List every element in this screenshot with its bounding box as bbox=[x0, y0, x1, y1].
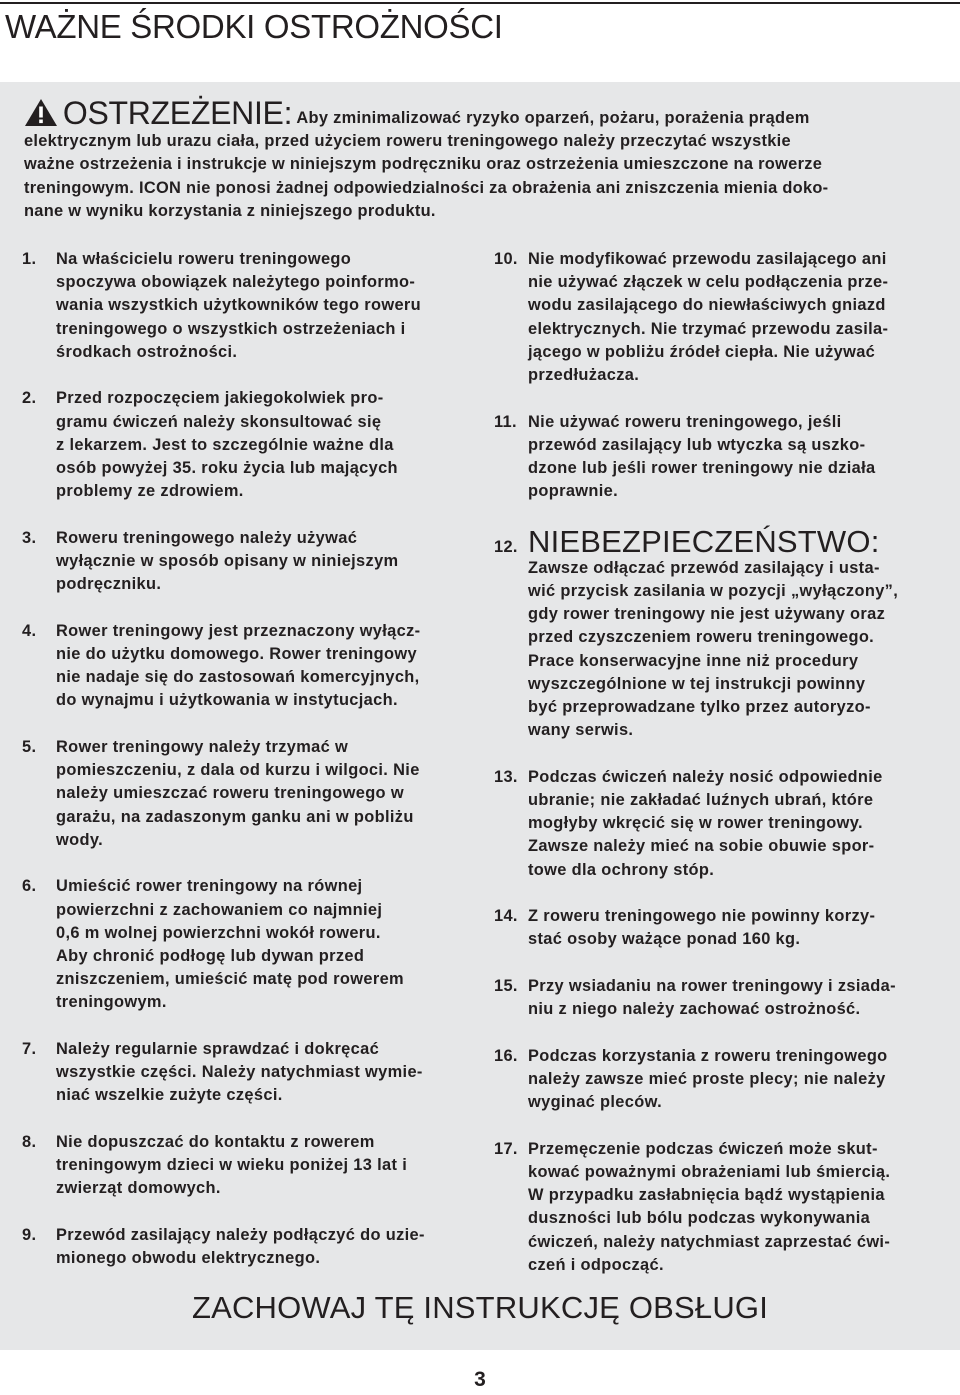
list-item bbox=[22, 736, 472, 852]
item-text-line: gramu ćwiczeń należy skonsultować się bbox=[56, 412, 382, 431]
item-text-line: Rower treningowy jest przeznaczony wyłącz- bbox=[56, 621, 421, 640]
item-text-line: zniszczeniem, umieścić matę pod rowerem bbox=[56, 970, 404, 989]
item-text-line: Nie modyfikować przewodu zasilającego ani bbox=[528, 250, 887, 268]
item-text-line: W przypadku zasłabnięcia bądź wystąpienia bbox=[528, 1186, 885, 1205]
item-text-line: elektrycznych. Nie trzymać przewodu zasila- bbox=[528, 319, 889, 338]
item-number: 15. bbox=[494, 977, 518, 996]
item-text-line: Nie używać roweru treningowego, jeśli bbox=[528, 412, 842, 431]
item-text-line: wania wszystkich użytkowników tego roweru bbox=[56, 296, 422, 315]
item-text-line: wyginać pleców. bbox=[528, 1093, 662, 1112]
item-number: 3. bbox=[22, 528, 37, 547]
item-text-line: zwierząt domowych. bbox=[56, 1179, 221, 1198]
item-text-line: Rower treningowy należy trzymać w bbox=[56, 738, 349, 757]
item-text-line: nie nadaje się do zastosowań komercyjnych, bbox=[56, 668, 420, 687]
item-text-line: należy zawsze mieć proste plecy; nie należy bbox=[528, 1070, 886, 1089]
item-number: 17. bbox=[494, 1139, 518, 1158]
item-text-line: Roweru treningowego należy używać bbox=[56, 528, 358, 547]
list-item bbox=[22, 387, 472, 503]
item-text-line: nie używać złączek w celu podłączenia prze- bbox=[528, 273, 889, 292]
item-number: 8. bbox=[22, 1133, 37, 1152]
item-number: 6. bbox=[22, 877, 37, 896]
item-text-line: z lekarzem. Jest to szczególnie ważne dla bbox=[56, 435, 394, 454]
page-title: WAŻNE ŚRODKI OSTROŻNOŚCI bbox=[5, 8, 503, 45]
item-number: 7. bbox=[22, 1040, 37, 1059]
item-text-line: Aby chronić podłogę lub dywan przed bbox=[56, 947, 365, 966]
item-text-line: spoczywa obowiązek należytego poinformo- bbox=[56, 273, 416, 292]
list-item bbox=[494, 523, 944, 743]
item-number: 4. bbox=[22, 621, 37, 640]
item-text-line: przewód zasilający lub wtyczka są uszko- bbox=[528, 435, 866, 454]
item-text-line: powierzchni z zachowaniem co najmniej bbox=[56, 900, 383, 919]
item-text-line: przedłużacza. bbox=[528, 366, 640, 385]
item-text-line: kować poważnymi obrażeniami lub śmiercią. bbox=[528, 1163, 891, 1182]
item-text-line: treningowego o wszystkich ostrzeżeniach i bbox=[56, 319, 406, 338]
item-number: 2. bbox=[22, 389, 37, 408]
warning-line: Aby zminimalizować ryzyko oparzeń, pożaru, porażenia prądem bbox=[296, 109, 810, 127]
item-number: 11. bbox=[494, 412, 517, 431]
item-text-line: wyłącznie w sposób opisany w niniejszym bbox=[56, 552, 399, 571]
item-text-line: Przy wsiadaniu na rower treningowy i zsiada- bbox=[528, 977, 896, 996]
item-text-line: Podczas ćwiczeń należy nosić odpowiednie bbox=[528, 767, 883, 786]
item-text-line: podręczniku. bbox=[56, 575, 162, 594]
item-number: 1. bbox=[22, 250, 37, 268]
list-item bbox=[22, 875, 472, 1014]
list-item bbox=[494, 1045, 944, 1115]
item-text-line: wić przycisk zasilania w pozycji „wyłączony”, bbox=[528, 582, 899, 601]
item-text-line: Na właścicielu roweru treningowego bbox=[56, 250, 352, 268]
list-item bbox=[494, 411, 944, 504]
item-text-line: niu z niego należy zachować ostrożność. bbox=[528, 1000, 861, 1019]
item-text-line: Nie dopuszczać do kontaktu z rowerem bbox=[56, 1133, 375, 1152]
item-number: 14. bbox=[494, 907, 518, 926]
item-text-line: osób powyżej 35. roku życia lub mających bbox=[56, 459, 398, 478]
item-text-line: nie do użytku domowego. Rower treningowy bbox=[56, 645, 417, 664]
item-text-line: mionego obwodu elektrycznego. bbox=[56, 1249, 321, 1268]
item-text-line: Przemęczenie podczas ćwiczeń może skut- bbox=[528, 1139, 878, 1158]
item-text-line: wyszczególnione w tej instrukcji powinny bbox=[528, 674, 866, 693]
item-number: 13. bbox=[494, 767, 518, 786]
warning-line: elektrycznym lub urazu ciała, przed użyciem roweru treningowego należy przeczytać wszystkie bbox=[24, 132, 791, 151]
item-text-line: mogłyby wkręcić się w rower treningowy. bbox=[528, 814, 863, 833]
page-number: 3 bbox=[474, 1368, 486, 1391]
item-text-line: niać wszelkie zużyte części. bbox=[56, 1086, 283, 1105]
item-text-line: Prace konserwacyjne inne niż procedury bbox=[528, 651, 859, 670]
warning-heading: OSTRZEŻENIE: bbox=[62, 95, 293, 131]
item-text-line: wody. bbox=[56, 830, 103, 849]
item-text-line: do wynajmu i użytkowania w instytucjach. bbox=[56, 691, 398, 710]
item-text-line: 0,6 m wolnej powierzchni wokół roweru. bbox=[56, 923, 381, 942]
list-item bbox=[22, 1038, 472, 1108]
list-item bbox=[22, 248, 472, 364]
item-text-line: należy umieszczać roweru treningowego w bbox=[56, 784, 404, 803]
warning-block bbox=[24, 95, 936, 223]
list-item bbox=[494, 975, 944, 1021]
item-text-line: Przewód zasilający należy podłączyć do uzie- bbox=[56, 1226, 425, 1245]
item-text-line: wszystkie części. Należy natychmiast wymie- bbox=[56, 1063, 423, 1082]
right-column bbox=[494, 248, 944, 1300]
item-text-line: towe dla ochrony stóp. bbox=[528, 860, 715, 879]
item-text-line: Z roweru treningowego nie powinny korzy- bbox=[528, 907, 876, 926]
top-rule bbox=[0, 2, 960, 4]
item-number: 12. bbox=[494, 537, 518, 556]
danger-heading: NIEBEZPIECZEŃSTWO: bbox=[528, 523, 880, 559]
item-text-line: treningowym dzieci w wieku poniżej 13 lat i bbox=[56, 1156, 408, 1175]
left-column bbox=[22, 248, 472, 1294]
item-text-line: jącego w pobliżu źródeł ciepła. Nie używać bbox=[528, 342, 876, 361]
item-text-line: duszności lub bólu podczas wykonywania bbox=[528, 1209, 871, 1228]
item-number: 16. bbox=[494, 1046, 518, 1065]
item-text-line: stać osoby ważące ponad 160 kg. bbox=[528, 930, 801, 949]
item-text-line: treningowym. bbox=[56, 993, 167, 1012]
item-text-line: Zawsze odłączać przewód zasilający i usta- bbox=[528, 558, 880, 577]
item-text-line: Umieścić rower treningowy na równej bbox=[56, 877, 363, 896]
item-text-line: Przed rozpoczęciem jakiegokolwiek pro- bbox=[56, 389, 384, 408]
list-item bbox=[494, 766, 944, 882]
item-text-line: Należy regularnie sprawdzać i dokręcać bbox=[56, 1040, 380, 1059]
warning-triangle-icon bbox=[24, 109, 63, 127]
list-item bbox=[22, 527, 472, 597]
item-text-line: Zawsze należy mieć na sobie obuwie spor- bbox=[528, 837, 875, 856]
item-text-line: dzone lub jeśli rower treningowy nie działa bbox=[528, 459, 876, 478]
list-item bbox=[494, 248, 944, 387]
warning-line: treningowym. ICON nie ponosi żadnej odpowiedzialności za obrażenia ani zniszczenia mienia doko- bbox=[24, 178, 829, 197]
item-text-line: ubranie; nie zakładać luźnych ubrań, które bbox=[528, 791, 874, 810]
warning-line: nane w wyniku korzystania z niniejszego produktu. bbox=[24, 201, 436, 220]
item-text-line: środkach ostrożności. bbox=[56, 342, 238, 361]
item-number: 9. bbox=[22, 1226, 37, 1245]
warning-line: ważne ostrzeżenia i instrukcje w niniejszym podręczniku oraz ostrzeżenia umieszczone na rowerze bbox=[24, 155, 823, 174]
list-item bbox=[494, 1138, 944, 1277]
item-number: 10. bbox=[494, 250, 518, 268]
item-text-line: być przeprowadzane tylko przez autoryzo- bbox=[528, 698, 871, 717]
item-text-line: poprawnie. bbox=[528, 482, 619, 501]
item-text-line: pomieszczeniu, z dala od kurzu i wilgoci. Nie bbox=[56, 761, 420, 780]
footer-title: ZACHOWAJ TĘ INSTRUKCJĘ OBSŁUGI bbox=[191, 1290, 769, 1325]
item-text-line: garażu, na zadaszonym ganku ani w pobliżu bbox=[56, 807, 414, 826]
item-text-line: wany serwis. bbox=[528, 721, 634, 740]
list-item bbox=[22, 1224, 472, 1270]
list-item bbox=[22, 1131, 472, 1201]
item-text-line: gdy rower treningowy nie jest używany oraz bbox=[528, 605, 886, 624]
item-text-line: przed czyszczeniem roweru treningowego. bbox=[528, 628, 875, 647]
item-text-line: ćwiczeń, należy natychmiast zaprzestać ćwi- bbox=[528, 1232, 891, 1251]
list-item bbox=[494, 905, 944, 951]
item-number: 5. bbox=[22, 738, 37, 757]
list-item bbox=[22, 620, 472, 713]
item-text-line: Podczas korzystania z roweru treningowego bbox=[528, 1046, 888, 1065]
item-text-line: problemy ze zdrowiem. bbox=[56, 482, 244, 501]
item-text-line: wodu zasilającego do niewłaściwych gniazd bbox=[528, 296, 886, 315]
item-text-line: czeń i odpocząć. bbox=[528, 1255, 664, 1274]
